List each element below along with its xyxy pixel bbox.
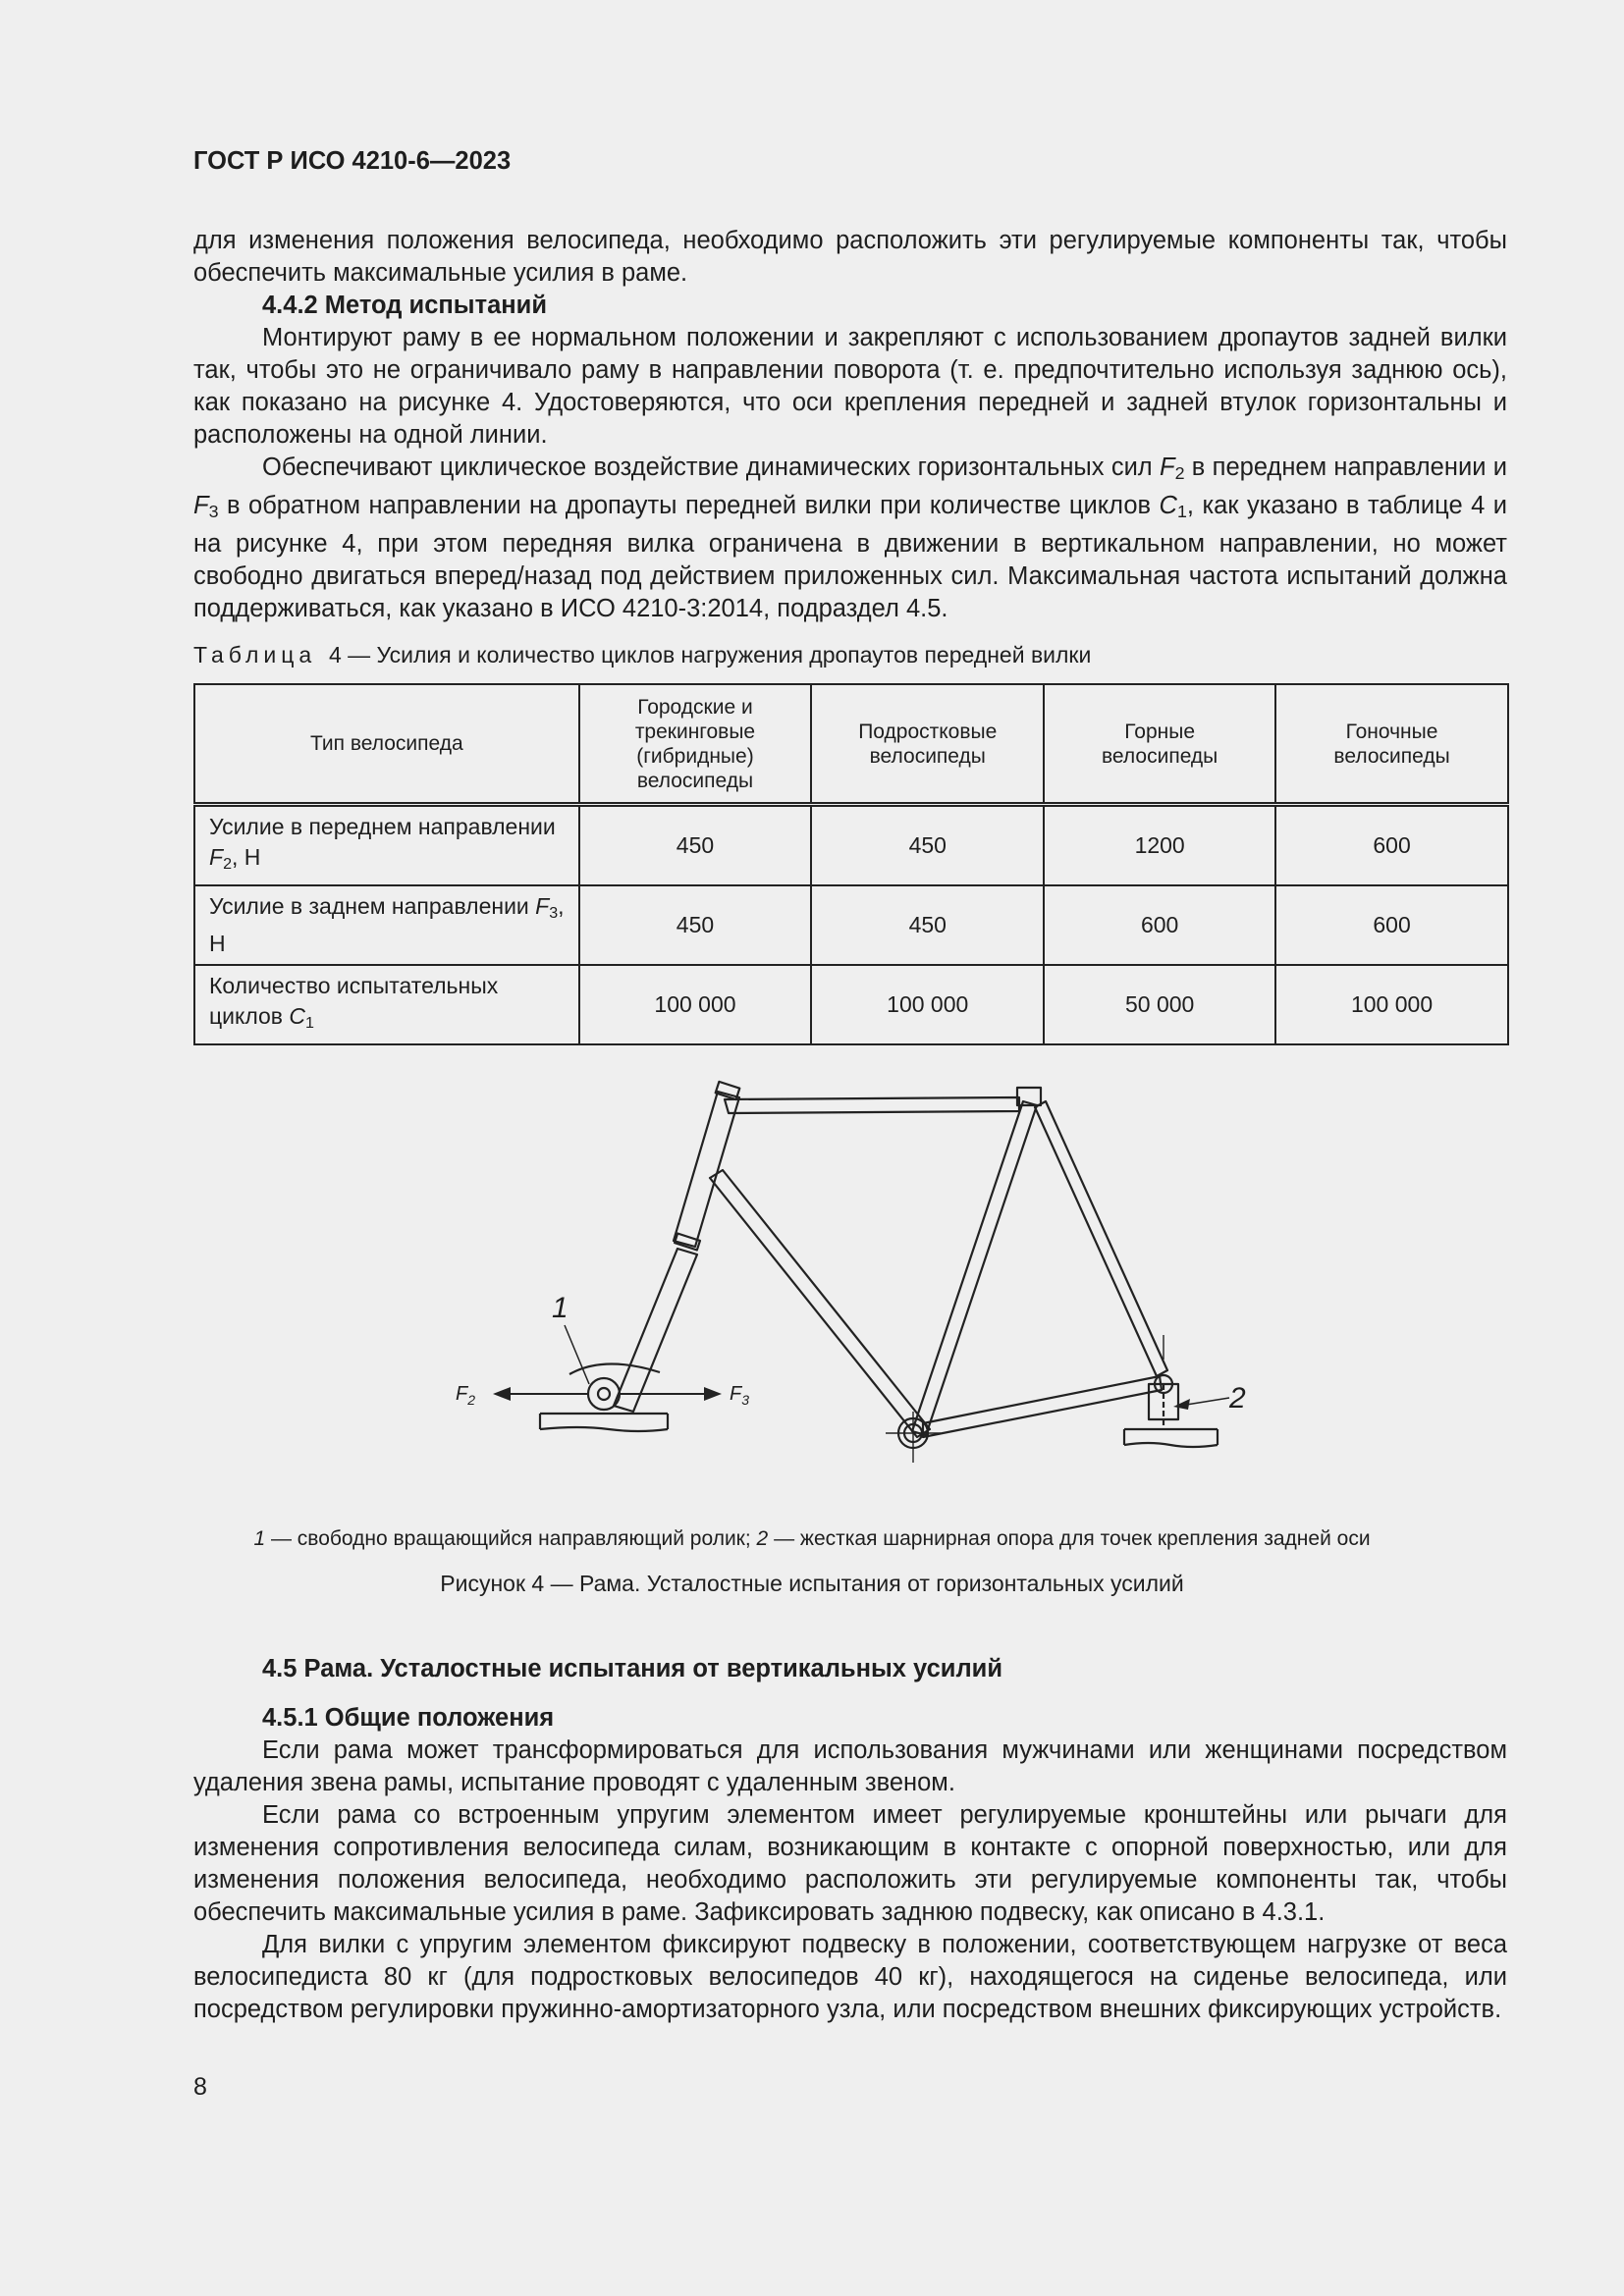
figure-caption: Рисунок 4 — Рама. Усталостные испытания от горизонтальных усилий bbox=[440, 1571, 1184, 1596]
headset-top bbox=[716, 1082, 740, 1099]
table-cell: 100 000 bbox=[579, 965, 812, 1044]
table-caption: Таблица 4 — Усилия и количество циклов нагружения дропаутов передней вилки bbox=[193, 642, 1092, 667]
body-text-top bbox=[193, 225, 1507, 625]
table-cell: 100 000 bbox=[811, 965, 1044, 1044]
table-cell: 600 bbox=[1044, 885, 1275, 965]
header-racing-bikes: Гоночные велосипеды bbox=[1275, 684, 1508, 805]
seat-stay bbox=[1035, 1101, 1167, 1376]
forces-table bbox=[193, 683, 1509, 1045]
table-cell: 600 bbox=[1275, 885, 1508, 965]
document-header: ГОСТ Р ИСО 4210-6—2023 bbox=[193, 147, 512, 175]
table-header-row bbox=[194, 684, 1508, 805]
section-4-5 bbox=[193, 1653, 1507, 1685]
body-text-bottom bbox=[193, 1702, 1507, 2026]
force-label-f2: $F_2$ bbox=[456, 1383, 476, 1408]
head-tube bbox=[674, 1092, 739, 1247]
seat-tube bbox=[912, 1101, 1037, 1435]
frame-drawing bbox=[432, 1060, 1257, 1492]
table-cell: 1200 bbox=[1044, 805, 1275, 886]
paragraph-method-2: Обеспечивают циклическое воздействие динамических горизонтальных сил $F_2$ в переднем направлении и $F_3$ в обратном направлении на дропауты передней вилки при количестве циклов $C_1$, как указано в таблице 4 и на рисунке 4, при этом передняя вилка ограничена в движении в вертикальном направлении, но может свободно двигаться вперед/назад под действием приложенных сил. Максимальная частота испытаний должна поддерживаться, как указано в ИСО 4210-3:2014, подраздел 4.5. bbox=[193, 454, 1507, 622]
row-label: Количество испытательных циклов $C_1$ bbox=[194, 965, 579, 1044]
rear-base-bottom bbox=[1124, 1443, 1218, 1447]
paragraph-method-1: Монтируют раму в ее нормальном положении и закрепляют с использованием дропаутов задней вилки так, чтобы это не ограничивало раму в направлении поворота (т. е. предпочтительно используя заднюю ось), как показано на рисунке 4. Удостоверяются, что оси крепления передней и задней втулок горизонтальны и расположены на одной линии. bbox=[193, 324, 1507, 449]
table-row bbox=[194, 965, 1508, 1044]
force-label-f3: $F_3$ bbox=[730, 1383, 750, 1408]
table-cell: 50 000 bbox=[1044, 965, 1275, 1044]
header-young-bikes: Подростковые велосипеды bbox=[811, 684, 1044, 805]
table-cell: 600 bbox=[1275, 805, 1508, 886]
table-cell: 100 000 bbox=[1275, 965, 1508, 1044]
table-row bbox=[194, 885, 1508, 965]
top-tube bbox=[725, 1097, 1019, 1113]
roller-axle bbox=[598, 1388, 610, 1400]
header-city-bikes: Городские и трекинговые (гибридные) велосипеды bbox=[579, 684, 812, 805]
leader-1 bbox=[565, 1325, 589, 1384]
table-row bbox=[194, 805, 1508, 886]
section-heading-4-4-2: 4.4.2 Метод испытаний bbox=[262, 292, 548, 319]
section-heading-4-5: 4.5 Рама. Усталостные испытания от вертикальных усилий bbox=[262, 1655, 1003, 1682]
table-cell: 450 bbox=[811, 885, 1044, 965]
paragraph-general-2: Если рама со встроенным упругим элементом имеет регулируемые кронштейны или рычаги для изменения сопротивления велосипеда силам, возникающим в контакте с опорной поверхностью, или для изменения положения велосипеда, необходимо расположить эти регулируемые компоненты так, чтобы обеспечить максимальные усилия в раме. Зафиксировать заднюю подвеску, как описано в 4.3.1. bbox=[193, 1801, 1507, 1926]
header-mountain-bikes: Горные велосипеды bbox=[1044, 684, 1275, 805]
front-base-bottom bbox=[540, 1427, 668, 1431]
force-f2-arrowhead bbox=[493, 1387, 511, 1401]
paragraph-general-3: Для вилки с упругим элементом фиксируют подвеску в положении, соответствующем нагрузке от веса велосипедиста 80 кг (для подростковых велосипедов 40 кг), находящегося на сиденье велосипеда, или посредством регулировки пружинно-амортизаторного узла, или посредством внешних фиксирующих устройств. bbox=[193, 1931, 1507, 2023]
chain-stay bbox=[923, 1376, 1162, 1437]
section-heading-4-5-1: 4.5.1 Общие положения bbox=[262, 1704, 555, 1732]
leader-2-arrowhead bbox=[1173, 1399, 1190, 1410]
figure-4-frame-diagram bbox=[432, 1060, 1257, 1492]
figure-legend: 1 — свободно вращающийся направляющий ролик; 2 — жесткая шарнирная опора для точек крепления задней оси bbox=[253, 1527, 1371, 1550]
figure-label-1: 1 bbox=[552, 1292, 568, 1324]
guide-roller bbox=[588, 1378, 620, 1410]
row-label: Усилие в переднем направлении $F_2$, Н bbox=[194, 805, 579, 886]
page-number: 8 bbox=[193, 2073, 207, 2101]
row-label: Усилие в заднем направлении $F_3$, Н bbox=[194, 885, 579, 965]
table-cell: 450 bbox=[811, 805, 1044, 886]
header-bicycle-type: Тип велосипеда bbox=[194, 684, 579, 805]
table-cell: 450 bbox=[579, 885, 812, 965]
force-f3-arrowhead bbox=[704, 1387, 722, 1401]
fork-blade bbox=[614, 1249, 697, 1412]
table-cell: 450 bbox=[579, 805, 812, 886]
paragraph-continuation: для изменения положения велосипеда, необходимо расположить эти регулируемые компоненты так, чтобы обеспечить максимальные усилия в раме. bbox=[193, 227, 1507, 287]
figure-label-2: 2 bbox=[1229, 1382, 1246, 1415]
paragraph-general-1: Если рама может трансформироваться для использования мужчинами или женщинами посредством удаления звена рамы, испытание проводят с удаленным звеном. bbox=[193, 1736, 1507, 1796]
